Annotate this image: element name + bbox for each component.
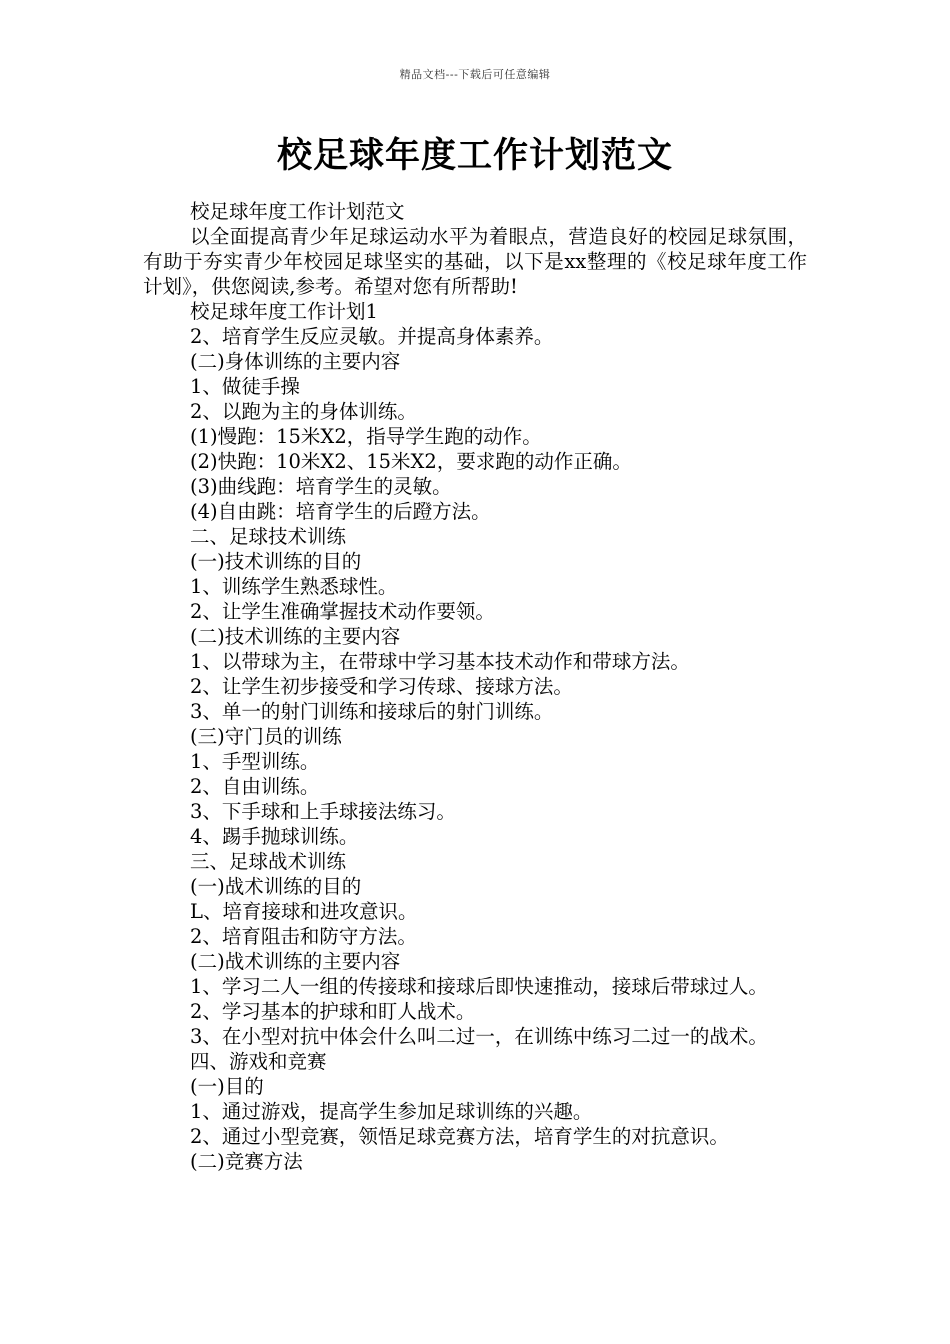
paragraph: (4)自由跳：培育学生的后蹬方法。 bbox=[190, 500, 491, 523]
paragraph: 校足球年度工作计划1 bbox=[190, 300, 378, 323]
paragraph: 四、游戏和竞赛 bbox=[190, 1050, 327, 1073]
paragraph: 2、培育阻击和防守方法。 bbox=[190, 925, 417, 948]
paragraph: (二)身体训练的主要内容 bbox=[190, 350, 401, 373]
paragraph: 二、足球技术训练 bbox=[190, 525, 347, 548]
paragraph: L、培育接球和进攻意识。 bbox=[190, 900, 418, 923]
paragraph: 2、让学生初步接受和学习传球、接球方法。 bbox=[190, 675, 573, 698]
paragraph: 三、足球战术训练 bbox=[190, 850, 347, 873]
paragraph: (二)竞赛方法 bbox=[190, 1150, 303, 1173]
paragraph: 2、以跑为主的身体训练。 bbox=[190, 400, 417, 423]
paragraph: 1、手型训练。 bbox=[190, 750, 320, 773]
paragraph: (三)守门员的训练 bbox=[190, 725, 342, 748]
paragraph: (二)技术训练的主要内容 bbox=[190, 625, 401, 648]
document-title: 校足球年度工作计划范文 bbox=[276, 136, 673, 176]
paragraph: (一)目的 bbox=[190, 1075, 264, 1098]
paragraph: 以全面提高青少年足球运动水平为着眼点，营造良好的校园足球氛围，有助于夯实青少年校园足球坚实的基础，以下是xx整理的《校足球年度工作计划》，供您阅读,参考。希望对您有所帮助! bbox=[143, 225, 807, 298]
paragraph: (一)战术训练的目的 bbox=[190, 875, 362, 898]
document-body bbox=[143, 199, 807, 1174]
paragraph: (1)慢跑：15米X2，指导学生跑的动作。 bbox=[190, 425, 542, 448]
paragraph: 3、单一的射门训练和接球后的射门训练。 bbox=[190, 700, 554, 723]
paragraph: 2、学习基本的护球和盯人战术。 bbox=[190, 1000, 476, 1023]
page-header: 精品文档---下载后可任意编辑 bbox=[399, 68, 551, 81]
paragraph: (一)技术训练的目的 bbox=[190, 550, 362, 573]
paragraph: 3、在小型对抗中体会什么叫二过一，在训练中练习二过一的战术。 bbox=[190, 1025, 768, 1048]
paragraph: 2、通过小型竞赛，领悟足球竞赛方法，培育学生的对抗意识。 bbox=[190, 1125, 729, 1148]
paragraph: 1、做徒手操 bbox=[190, 375, 300, 398]
paragraph: 1、学习二人一组的传接球和接球后即快速推动，接球后带球过人。 bbox=[190, 975, 768, 998]
paragraph: 1、以带球为主，在带球中学习基本技术动作和带球方法。 bbox=[190, 650, 690, 673]
paragraph: 3、下手球和上手球接法练习。 bbox=[190, 800, 456, 823]
paragraph: 1、通过游戏，提高学生参加足球训练的兴趣。 bbox=[190, 1100, 593, 1123]
paragraph: 4、踢手抛球训练。 bbox=[190, 825, 359, 848]
paragraph: 2、让学生准确掌握技术动作要领。 bbox=[190, 600, 495, 623]
paragraph: 1、训练学生熟悉球性。 bbox=[190, 575, 398, 598]
paragraph: (二)战术训练的主要内容 bbox=[190, 950, 401, 973]
paragraph: 校足球年度工作计划范文 bbox=[190, 200, 405, 223]
paragraph: (2)快跑：10米X2、15米X2，要求跑的动作正确。 bbox=[190, 450, 632, 473]
paragraph: 2、自由训练。 bbox=[190, 775, 320, 798]
paragraph: (3)曲线跑：培育学生的灵敏。 bbox=[190, 475, 452, 498]
paragraph: 2、培育学生反应灵敏。并提高身体素养。 bbox=[190, 325, 554, 348]
